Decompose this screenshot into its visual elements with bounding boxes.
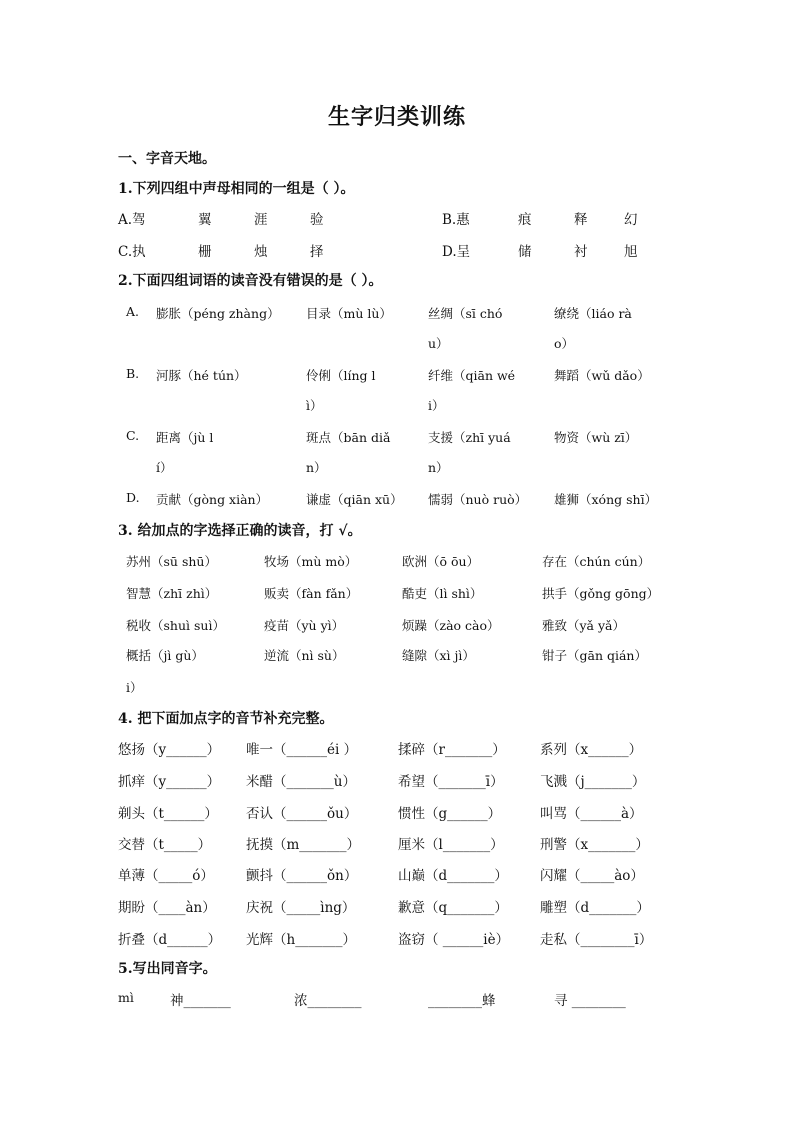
q3-item: 拱手（gǒng gōng）: [542, 586, 660, 601]
q4-blank: 悠扬（y______）: [118, 742, 221, 758]
section1-heading: 一、字音天地。: [118, 151, 216, 167]
q3-item: 疫苗（yù yì）: [264, 618, 345, 633]
q1-option-b-2: 痕: [518, 212, 532, 228]
q1-stem: 1.下列四组中声母相同的一组是（ ）。: [118, 181, 355, 197]
q3-item: 苏州（sū shū）: [126, 554, 217, 569]
q1-option-d-4: 旭: [624, 244, 638, 260]
q4-stem: 4. 把下面加点字的音节补充完整。: [118, 711, 334, 727]
q2-row-b-word1: 河豚（hé tún）: [156, 368, 247, 383]
q5-blank: 浓________: [294, 993, 362, 1009]
q1-option-a-3: 涯: [254, 212, 268, 228]
q4-blank: 否认（______ǒu）: [246, 806, 358, 822]
q3-item: 智慧（zhī zhì）: [126, 586, 218, 601]
q1-option-d-2: 储: [518, 244, 532, 260]
q2-row-d-label: D.: [126, 490, 140, 505]
q5-blank: ________蜂: [428, 993, 496, 1009]
q2-stem: 2.下面四组词语的读音没有错误的是（ ）。: [118, 273, 383, 289]
q1-option-d-1: D.呈: [442, 244, 471, 260]
q1-option-a-1: A.驾: [118, 212, 146, 228]
q2-row-c-word3-wrap: n）: [428, 460, 449, 475]
q3-item: 存在（chún cún）: [542, 554, 651, 569]
q5-pinyin: mì: [118, 990, 134, 1005]
q2-row-c-word1: 距离（jù l: [156, 430, 214, 445]
q2-row-d-word2: 谦虚（qiān xū）: [306, 492, 403, 507]
q3-wrap-text: i）: [126, 680, 143, 695]
q4-blank: 系列（x______）: [540, 742, 643, 758]
q4-blank: 剃头（t______）: [118, 806, 218, 822]
q3-item: 欧洲（ō ōu）: [402, 554, 480, 569]
q4-blank: 厘米（l_______）: [398, 837, 504, 853]
q3-item: 烦躁（zào cào）: [402, 618, 500, 633]
page-title: 生字归类训练: [327, 104, 466, 130]
q1-option-a-2: 翼: [198, 212, 212, 228]
q4-blank: 刑警（x_______）: [540, 837, 649, 853]
q3-item: 雅致（yǎ yǎ）: [542, 618, 626, 633]
q4-blank: 交替（t_____）: [118, 837, 212, 853]
q4-blank: 米醋（_______ù）: [246, 774, 356, 790]
q4-blank: 山巅（d_______）: [398, 868, 508, 884]
q2-row-b-word3: 纤维（qiān wé: [428, 368, 516, 383]
q3-stem: 3. 给加点的字选择正确的读音，打 √。: [118, 523, 362, 539]
q2-row-a-word1: 膨胀（péng zhàng）: [156, 306, 280, 321]
q1-option-b-1: B.惠: [442, 212, 470, 228]
q3-item: 酷吏（lì shì）: [402, 586, 483, 601]
q2-row-c-word3: 支援（zhī yuá: [428, 430, 511, 445]
q3-item: 税收（shuì suì）: [126, 618, 225, 633]
q1-option-c-2: 栅: [198, 244, 212, 260]
q1-option-d-3: 衬: [574, 244, 588, 260]
q2-row-c-word1-wrap: í）: [156, 460, 173, 475]
q4-blank: 走私（________ī）: [540, 932, 653, 948]
q3-item: 概括（jì gù）: [126, 648, 204, 663]
q4-blank: 期盼（____àn）: [118, 900, 216, 916]
q1-option-c-1: C.执: [118, 244, 146, 260]
q3-item: 牧场（mù mò）: [264, 554, 358, 569]
q4-blank: 抚摸（m_______）: [246, 837, 361, 853]
q2-row-c-word2: 斑点（bān diǎ: [306, 430, 391, 445]
q3-item: 缝隙（xì jì）: [402, 648, 475, 663]
q4-blank: 折叠（d______）: [118, 932, 222, 948]
q2-row-a-word3: 丝绸（sī chó: [428, 306, 503, 321]
q2-row-b-word3-wrap: i）: [428, 398, 445, 413]
q4-blank: 唯一（______éi ）: [246, 742, 358, 758]
q5-blank: 神_______: [170, 993, 231, 1009]
q2-row-a-word4: 缭绕（liáo rà: [554, 306, 632, 321]
q1-option-b-4: 幻: [624, 212, 638, 228]
q2-row-b-label: B.: [126, 366, 140, 381]
q4-blank: 叫骂（______à）: [540, 806, 643, 822]
q1-option-a-4: 验: [310, 212, 324, 228]
q2-row-c-word2-wrap: n）: [306, 460, 327, 475]
q2-row-b-word2-wrap: ì）: [306, 398, 323, 413]
q2-row-b-word4: 舞蹈（wǔ dǎo）: [554, 368, 650, 383]
q2-row-b-word2: 伶俐（líng l: [306, 368, 376, 383]
q4-blank: 光辉（h_______）: [246, 932, 356, 948]
q3-item: 钳子（gān qián）: [542, 648, 647, 663]
q4-blank: 飞溅（j_______）: [540, 774, 646, 790]
q2-row-d-word1: 贡献（gòng xiàn）: [156, 492, 269, 507]
q1-option-b-3: 释: [574, 212, 588, 228]
q4-blank: 歉意（q_______）: [398, 900, 508, 916]
q4-blank: 抓痒（y______）: [118, 774, 221, 790]
q4-blank: 颤抖（______ǒn）: [246, 868, 358, 884]
q4-blank: 闪耀（_____ào）: [540, 868, 644, 884]
q4-blank: 希望（_______ī）: [398, 774, 504, 790]
q4-blank: 雕塑（d_______）: [540, 900, 650, 916]
q4-blank: 盗窃（ ______iè）: [398, 932, 510, 948]
q2-row-a-word3-wrap: u）: [428, 336, 449, 351]
q2-row-d-word4: 雄狮（xóng shī）: [554, 492, 658, 507]
q2-row-d-word3: 懦弱（nuò ruò）: [428, 492, 528, 507]
q4-blank: 惯性（g______）: [398, 806, 502, 822]
q5-blank: 寻 ________: [554, 993, 626, 1009]
q2-row-c-label: C.: [126, 428, 140, 443]
q5-stem: 5.写出同音字。: [118, 961, 217, 977]
q3-item: 贩卖（fàn fǎn）: [264, 586, 359, 601]
q1-option-c-4: 择: [310, 244, 324, 260]
q2-row-a-word4-wrap: o）: [554, 336, 575, 351]
q4-blank: 单薄（_____ó）: [118, 868, 214, 884]
q3-item: 逆流（nì sù）: [264, 648, 345, 663]
q4-blank: 庆祝（_____ìng）: [246, 900, 356, 916]
q2-row-a-word2: 目录（mù lù）: [306, 306, 392, 321]
q2-row-c-word4: 物资（wù zī）: [554, 430, 638, 445]
q2-row-a-label: A.: [126, 304, 140, 319]
q1-option-c-3: 烛: [254, 244, 268, 260]
q4-blank: 揉碎（r_______）: [398, 742, 506, 758]
